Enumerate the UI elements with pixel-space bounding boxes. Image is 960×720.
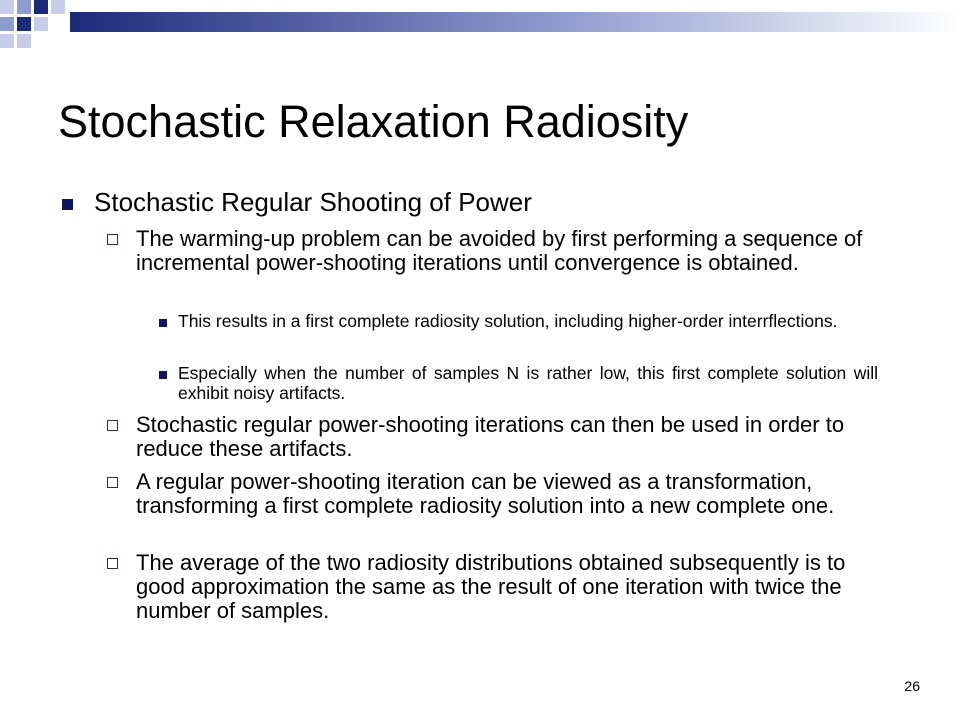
bullet-square-icon (62, 199, 73, 210)
hollow-square-bullet-icon (107, 558, 118, 569)
list-item: A regular power-shooting iteration can be viewed as a transformation, transforming a first complete radiosity solution into a new complete one. (136, 469, 835, 518)
bullet-square-icon (159, 371, 167, 379)
list-item: The average of the two radiosity distributions obtained subsequently is to good approximation the same as the result of one iteration with twice the number of samples. (136, 550, 846, 623)
header-decoration (0, 0, 960, 60)
level1-heading: Stochastic Regular Shooting of Power (94, 187, 532, 217)
sub-list-item: Especially when the number of samples N is rather low, this first complete solution will exhibit noisy artifacts. (178, 363, 878, 403)
hollow-square-bullet-icon (107, 234, 118, 245)
bullet-square-icon (159, 319, 167, 327)
sub-list-item: This results in a first complete radiosity solution, including higher-order interrflections. (178, 311, 838, 331)
hollow-square-bullet-icon (107, 477, 118, 488)
slide-title: Stochastic Relaxation Radiosity (58, 96, 689, 147)
list-item: Stochastic regular power-shooting iterations can then be used in order to reduce these artifacts. (136, 412, 845, 461)
list-item: The warming-up problem can be avoided by first performing a sequence of incremental power-shooting iterations until convergence is obtained. (136, 226, 863, 275)
page-number: 26 (904, 678, 920, 694)
hollow-square-bullet-icon (107, 420, 118, 431)
